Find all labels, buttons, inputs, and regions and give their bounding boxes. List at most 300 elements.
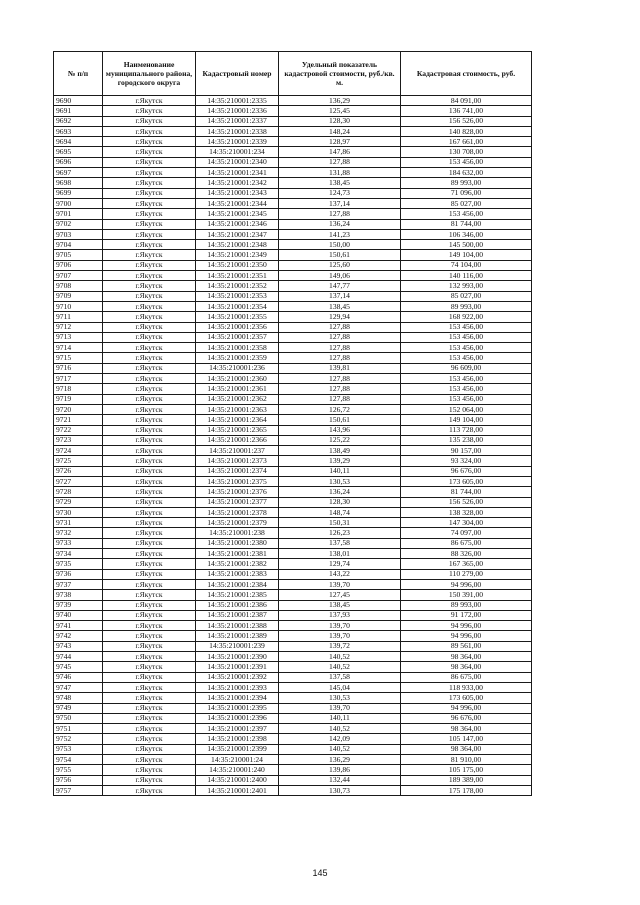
- table-row: [54, 672, 532, 682]
- cell-num: 9745: [54, 662, 103, 672]
- cell-cadastral-number: 14:35:210001:2377: [196, 497, 279, 507]
- cell-district: г.Якутск: [103, 219, 196, 229]
- cell-num: 9695: [54, 147, 103, 157]
- cell-num: 9733: [54, 538, 103, 548]
- cell-specific-value: 127,45: [279, 590, 401, 600]
- cell-cadastral-number: 14:35:210001:234: [196, 147, 279, 157]
- cell-cadastral-number: 14:35:210001:2356: [196, 322, 279, 332]
- cell-district: г.Якутск: [103, 538, 196, 548]
- cell-district: г.Якутск: [103, 734, 196, 744]
- cell-num: 9693: [54, 126, 103, 136]
- cell-cadastral-cost: 85 027,00: [401, 198, 532, 208]
- cell-district: г.Якутск: [103, 435, 196, 445]
- cell-cadastral-cost: 168 922,00: [401, 312, 532, 322]
- cell-specific-value: 150,00: [279, 240, 401, 250]
- cell-district: г.Якутск: [103, 168, 196, 178]
- cell-cadastral-number: 14:35:210001:2384: [196, 579, 279, 589]
- cell-cadastral-number: 14:35:210001:2337: [196, 116, 279, 126]
- cell-district: г.Якутск: [103, 785, 196, 795]
- cell-num: 9744: [54, 652, 103, 662]
- cell-specific-value: 136,29: [279, 755, 401, 765]
- cell-cadastral-number: 14:35:210001:2394: [196, 693, 279, 703]
- table-row: [54, 250, 532, 260]
- table-row: [54, 188, 532, 198]
- cell-cadastral-cost: 98 364,00: [401, 652, 532, 662]
- cell-specific-value: 145,04: [279, 682, 401, 692]
- cell-cadastral-cost: 110 279,00: [401, 569, 532, 579]
- cell-district: г.Якутск: [103, 559, 196, 569]
- cell-cadastral-cost: 173 605,00: [401, 476, 532, 486]
- cell-cadastral-cost: 173 605,00: [401, 693, 532, 703]
- cell-specific-value: 139,29: [279, 456, 401, 466]
- cell-specific-value: 136,29: [279, 96, 401, 106]
- header-cadastral-cost: Кадастровая стоимость, руб.: [401, 52, 532, 96]
- cell-cadastral-number: 14:35:210001:2375: [196, 476, 279, 486]
- cell-district: г.Якутск: [103, 198, 196, 208]
- cell-cadastral-number: 14:35:210001:2383: [196, 569, 279, 579]
- cell-district: г.Якутск: [103, 188, 196, 198]
- cell-cadastral-number: 14:35:210001:2397: [196, 724, 279, 734]
- cell-num: 9750: [54, 713, 103, 723]
- cell-num: 9717: [54, 374, 103, 384]
- cell-cadastral-number: 14:35:210001:2386: [196, 600, 279, 610]
- cell-cadastral-cost: 89 993,00: [401, 178, 532, 188]
- cell-num: 9748: [54, 693, 103, 703]
- table-row: [54, 96, 532, 106]
- cell-cadastral-number: 14:35:210001:2378: [196, 507, 279, 517]
- header-district: Наименование муниципального района, городского округа: [103, 52, 196, 96]
- cell-district: г.Якутск: [103, 116, 196, 126]
- cell-cadastral-cost: 147 304,00: [401, 518, 532, 528]
- cell-cadastral-cost: 98 364,00: [401, 724, 532, 734]
- table-row: [54, 198, 532, 208]
- cell-num: 9725: [54, 456, 103, 466]
- cell-num: 9714: [54, 343, 103, 353]
- cell-district: г.Якутск: [103, 713, 196, 723]
- table-row: [54, 600, 532, 610]
- table-row: [54, 219, 532, 229]
- cell-cadastral-cost: 94 996,00: [401, 579, 532, 589]
- cell-cadastral-cost: 149 104,00: [401, 415, 532, 425]
- cell-district: г.Якутск: [103, 271, 196, 281]
- cell-num: 9716: [54, 363, 103, 373]
- cell-cadastral-number: 14:35:210001:2398: [196, 734, 279, 744]
- cell-cadastral-cost: 89 561,00: [401, 641, 532, 651]
- cell-district: г.Якутск: [103, 394, 196, 404]
- cell-cadastral-cost: 86 675,00: [401, 538, 532, 548]
- cell-specific-value: 142,09: [279, 734, 401, 744]
- cell-district: г.Якутск: [103, 549, 196, 559]
- table-row: [54, 332, 532, 342]
- table-row: [54, 137, 532, 147]
- cell-district: г.Якутск: [103, 466, 196, 476]
- cell-district: г.Якутск: [103, 652, 196, 662]
- table-row: [54, 579, 532, 589]
- cell-cadastral-cost: 84 091,00: [401, 96, 532, 106]
- cell-cadastral-cost: 189 389,00: [401, 775, 532, 785]
- table-row: [54, 507, 532, 517]
- cell-district: г.Якутск: [103, 137, 196, 147]
- cell-specific-value: 148,74: [279, 507, 401, 517]
- page-number: 145: [312, 868, 328, 878]
- cell-num: 9699: [54, 188, 103, 198]
- table-row: [54, 652, 532, 662]
- cell-cadastral-number: 14:35:210001:2400: [196, 775, 279, 785]
- cell-specific-value: 129,74: [279, 559, 401, 569]
- cell-district: г.Якутск: [103, 312, 196, 322]
- cell-num: 9755: [54, 765, 103, 775]
- table-row: [54, 168, 532, 178]
- cell-cadastral-cost: 106 346,00: [401, 229, 532, 239]
- cell-district: г.Якутск: [103, 497, 196, 507]
- cell-num: 9694: [54, 137, 103, 147]
- table-row: [54, 549, 532, 559]
- cell-num: 9692: [54, 116, 103, 126]
- cell-cadastral-cost: 89 993,00: [401, 600, 532, 610]
- cell-cadastral-number: 14:35:210001:2366: [196, 435, 279, 445]
- cell-district: г.Якутск: [103, 147, 196, 157]
- cell-cadastral-cost: 81 744,00: [401, 487, 532, 497]
- cell-cadastral-cost: 156 526,00: [401, 116, 532, 126]
- cell-district: г.Якутск: [103, 476, 196, 486]
- table-row: [54, 281, 532, 291]
- cell-num: 9713: [54, 332, 103, 342]
- cell-cadastral-number: 14:35:210001:237: [196, 446, 279, 456]
- cell-district: г.Якутск: [103, 775, 196, 785]
- cell-district: г.Якутск: [103, 322, 196, 332]
- cell-specific-value: 137,93: [279, 610, 401, 620]
- cell-district: г.Якутск: [103, 755, 196, 765]
- cell-cadastral-cost: 105 175,00: [401, 765, 532, 775]
- cell-cadastral-number: 14:35:210001:2348: [196, 240, 279, 250]
- cell-specific-value: 132,44: [279, 775, 401, 785]
- cell-cadastral-cost: 74 104,00: [401, 260, 532, 270]
- cell-cadastral-number: 14:35:210001:2338: [196, 126, 279, 136]
- cell-cadastral-number: 14:35:210001:2393: [196, 682, 279, 692]
- table-row: [54, 631, 532, 641]
- cell-num: 9701: [54, 209, 103, 219]
- cell-cadastral-cost: 152 064,00: [401, 404, 532, 414]
- cell-num: 9731: [54, 518, 103, 528]
- table-row: [54, 693, 532, 703]
- cell-specific-value: 126,23: [279, 528, 401, 538]
- cell-district: г.Якутск: [103, 600, 196, 610]
- cell-cadastral-cost: 71 096,00: [401, 188, 532, 198]
- cell-num: 9705: [54, 250, 103, 260]
- cell-cadastral-cost: 98 364,00: [401, 662, 532, 672]
- cell-num: 9738: [54, 590, 103, 600]
- cell-cadastral-cost: 130 708,00: [401, 147, 532, 157]
- cell-district: г.Якутск: [103, 579, 196, 589]
- cell-num: 9754: [54, 755, 103, 765]
- cell-specific-value: 130,53: [279, 693, 401, 703]
- cell-cadastral-cost: 184 632,00: [401, 168, 532, 178]
- cell-specific-value: 138,45: [279, 600, 401, 610]
- cell-specific-value: 136,24: [279, 487, 401, 497]
- cell-district: г.Якутск: [103, 332, 196, 342]
- cell-district: г.Якутск: [103, 96, 196, 106]
- cell-specific-value: 127,88: [279, 394, 401, 404]
- cell-cadastral-cost: 113 728,00: [401, 425, 532, 435]
- table-row: [54, 466, 532, 476]
- cell-cadastral-cost: 81 910,00: [401, 755, 532, 765]
- cell-cadastral-number: 14:35:210001:2340: [196, 157, 279, 167]
- cell-specific-value: 148,24: [279, 126, 401, 136]
- cell-specific-value: 125,22: [279, 435, 401, 445]
- cell-cadastral-number: 14:35:210001:2353: [196, 291, 279, 301]
- cell-district: г.Якутск: [103, 590, 196, 600]
- cell-cadastral-cost: 88 326,00: [401, 549, 532, 559]
- cell-cadastral-cost: 86 675,00: [401, 672, 532, 682]
- cell-num: 9719: [54, 394, 103, 404]
- table-row: [54, 590, 532, 600]
- cell-district: г.Якутск: [103, 384, 196, 394]
- cell-num: 9732: [54, 528, 103, 538]
- table-row: [54, 744, 532, 754]
- cell-num: 9702: [54, 219, 103, 229]
- table-row: [54, 569, 532, 579]
- cell-cadastral-number: 14:35:210001:2351: [196, 271, 279, 281]
- cell-num: 9737: [54, 579, 103, 589]
- cell-district: г.Якутск: [103, 765, 196, 775]
- cell-cadastral-number: 14:35:210001:2381: [196, 549, 279, 559]
- cell-district: г.Якутск: [103, 240, 196, 250]
- table-row: [54, 260, 532, 270]
- cell-specific-value: 139,81: [279, 363, 401, 373]
- cell-cadastral-cost: 81 744,00: [401, 219, 532, 229]
- cell-specific-value: 137,14: [279, 198, 401, 208]
- cell-cadastral-cost: 74 097,00: [401, 528, 532, 538]
- cell-cadastral-number: 14:35:210001:2350: [196, 260, 279, 270]
- cell-cadastral-number: 14:35:210001:2376: [196, 487, 279, 497]
- header-num: № п/п: [54, 52, 103, 96]
- cell-num: 9722: [54, 425, 103, 435]
- cell-cadastral-cost: 91 172,00: [401, 610, 532, 620]
- cell-cadastral-cost: 153 456,00: [401, 332, 532, 342]
- cell-cadastral-number: 14:35:210001:2363: [196, 404, 279, 414]
- cell-cadastral-cost: 140 828,00: [401, 126, 532, 136]
- cell-cadastral-cost: 153 456,00: [401, 374, 532, 384]
- cell-num: 9752: [54, 734, 103, 744]
- cell-district: г.Якутск: [103, 569, 196, 579]
- cell-district: г.Якутск: [103, 106, 196, 116]
- cell-cadastral-number: 14:35:210001:2379: [196, 518, 279, 528]
- cell-specific-value: 150,31: [279, 518, 401, 528]
- cell-cadastral-number: 14:35:210001:2399: [196, 744, 279, 754]
- cell-cadastral-cost: 153 456,00: [401, 157, 532, 167]
- cell-cadastral-number: 14:35:210001:2391: [196, 662, 279, 672]
- cell-specific-value: 127,88: [279, 157, 401, 167]
- cell-specific-value: 150,61: [279, 250, 401, 260]
- cell-district: г.Якутск: [103, 363, 196, 373]
- table-row: [54, 487, 532, 497]
- cell-num: 9751: [54, 724, 103, 734]
- table-row: [54, 126, 532, 136]
- table-body: [54, 96, 532, 796]
- table-row: [54, 538, 532, 548]
- cell-district: г.Якутск: [103, 250, 196, 260]
- cell-district: г.Якутск: [103, 291, 196, 301]
- table-row: [54, 682, 532, 692]
- cell-specific-value: 140,52: [279, 662, 401, 672]
- cell-num: 9711: [54, 312, 103, 322]
- table-row: [54, 497, 532, 507]
- table-row: [54, 446, 532, 456]
- cell-cadastral-number: 14:35:210001:2354: [196, 301, 279, 311]
- cell-specific-value: 137,58: [279, 538, 401, 548]
- cell-num: 9729: [54, 497, 103, 507]
- cell-cadastral-cost: 138 328,00: [401, 507, 532, 517]
- cell-district: г.Якутск: [103, 374, 196, 384]
- cell-num: 9735: [54, 559, 103, 569]
- cell-specific-value: 147,86: [279, 147, 401, 157]
- cell-district: г.Якутск: [103, 487, 196, 497]
- cell-num: 9697: [54, 168, 103, 178]
- table-row: [54, 785, 532, 795]
- cell-specific-value: 138,45: [279, 301, 401, 311]
- cell-cadastral-cost: 150 391,00: [401, 590, 532, 600]
- cell-specific-value: 138,49: [279, 446, 401, 456]
- table-row: [54, 435, 532, 445]
- cell-specific-value: 126,72: [279, 404, 401, 414]
- table-header: [54, 52, 532, 96]
- table-row: [54, 301, 532, 311]
- cell-district: г.Якутск: [103, 682, 196, 692]
- cell-district: г.Якутск: [103, 744, 196, 754]
- table-row: [54, 559, 532, 569]
- cell-num: 9723: [54, 435, 103, 445]
- cell-cadastral-number: 14:35:210001:2335: [196, 96, 279, 106]
- table-row: [54, 229, 532, 239]
- cell-num: 9746: [54, 672, 103, 682]
- cell-cadastral-number: 14:35:210001:2401: [196, 785, 279, 795]
- cell-specific-value: 125,60: [279, 260, 401, 270]
- cell-cadastral-cost: 167 365,00: [401, 559, 532, 569]
- cell-num: 9756: [54, 775, 103, 785]
- table-row: [54, 363, 532, 373]
- cell-specific-value: 138,45: [279, 178, 401, 188]
- cell-specific-value: 149,06: [279, 271, 401, 281]
- table-row: [54, 610, 532, 620]
- cell-district: г.Якутск: [103, 528, 196, 538]
- cell-cadastral-cost: 153 456,00: [401, 353, 532, 363]
- cell-cadastral-number: 14:35:210001:2359: [196, 353, 279, 363]
- cell-num: 9734: [54, 549, 103, 559]
- header-specific-value: Удельный показатель кадастровой стоимости, руб./кв. м.: [279, 52, 401, 96]
- cell-num: 9700: [54, 198, 103, 208]
- table-row: [54, 322, 532, 332]
- cell-num: 9720: [54, 404, 103, 414]
- cell-cadastral-cost: 90 157,00: [401, 446, 532, 456]
- cell-district: г.Якутск: [103, 229, 196, 239]
- table-row: [54, 662, 532, 672]
- cell-district: г.Якутск: [103, 446, 196, 456]
- table-row: [54, 775, 532, 785]
- cell-cadastral-cost: 145 500,00: [401, 240, 532, 250]
- cell-specific-value: 139,86: [279, 765, 401, 775]
- cell-cadastral-number: 14:35:210001:2389: [196, 631, 279, 641]
- cell-cadastral-number: 14:35:210001:238: [196, 528, 279, 538]
- cell-num: 9739: [54, 600, 103, 610]
- cell-cadastral-number: 14:35:210001:2358: [196, 343, 279, 353]
- cell-specific-value: 127,88: [279, 322, 401, 332]
- cell-district: г.Якутск: [103, 610, 196, 620]
- cell-specific-value: 127,88: [279, 332, 401, 342]
- cell-specific-value: 127,88: [279, 353, 401, 363]
- cell-cadastral-number: 14:35:210001:2373: [196, 456, 279, 466]
- cell-num: 9690: [54, 96, 103, 106]
- cell-num: 9743: [54, 641, 103, 651]
- cell-specific-value: 137,14: [279, 291, 401, 301]
- cell-specific-value: 125,45: [279, 106, 401, 116]
- cell-num: 9753: [54, 744, 103, 754]
- cell-num: 9709: [54, 291, 103, 301]
- cell-cadastral-number: 14:35:210001:2345: [196, 209, 279, 219]
- cell-specific-value: 129,94: [279, 312, 401, 322]
- cell-cadastral-cost: 167 661,00: [401, 137, 532, 147]
- cell-district: г.Якутск: [103, 693, 196, 703]
- cell-specific-value: 130,73: [279, 785, 401, 795]
- cell-specific-value: 143,22: [279, 569, 401, 579]
- cell-district: г.Якутск: [103, 178, 196, 188]
- cell-specific-value: 140,52: [279, 652, 401, 662]
- cell-specific-value: 136,24: [279, 219, 401, 229]
- cell-district: г.Якутск: [103, 621, 196, 631]
- cell-cadastral-number: 14:35:210001:2364: [196, 415, 279, 425]
- cell-cadastral-number: 14:35:210001:2362: [196, 394, 279, 404]
- cell-cadastral-cost: 105 147,00: [401, 734, 532, 744]
- cell-num: 9742: [54, 631, 103, 641]
- table-row: [54, 518, 532, 528]
- cell-cadastral-number: 14:35:210001:2355: [196, 312, 279, 322]
- cell-specific-value: 127,88: [279, 374, 401, 384]
- table-row: [54, 157, 532, 167]
- cell-specific-value: 138,01: [279, 549, 401, 559]
- table-row: [54, 621, 532, 631]
- table-row: [54, 394, 532, 404]
- table-row: [54, 755, 532, 765]
- cell-cadastral-cost: 153 456,00: [401, 322, 532, 332]
- table-row: [54, 240, 532, 250]
- table-row: [54, 291, 532, 301]
- cell-num: 9715: [54, 353, 103, 363]
- cell-district: г.Якутск: [103, 631, 196, 641]
- cell-cadastral-cost: 94 996,00: [401, 703, 532, 713]
- cell-district: г.Якутск: [103, 507, 196, 517]
- table-row: [54, 765, 532, 775]
- cell-specific-value: 139,70: [279, 579, 401, 589]
- cell-cadastral-number: 14:35:210001:2360: [196, 374, 279, 384]
- cell-specific-value: 139,72: [279, 641, 401, 651]
- cell-cadastral-number: 14:35:210001:2396: [196, 713, 279, 723]
- cell-district: г.Якутск: [103, 353, 196, 363]
- table-row: [54, 415, 532, 425]
- cell-district: г.Якутск: [103, 260, 196, 270]
- table-row: [54, 106, 532, 116]
- table-row: [54, 343, 532, 353]
- cell-specific-value: 128,30: [279, 116, 401, 126]
- table-row: [54, 147, 532, 157]
- cell-specific-value: 124,73: [279, 188, 401, 198]
- cell-num: 9691: [54, 106, 103, 116]
- cell-cadastral-number: 14:35:210001:239: [196, 641, 279, 651]
- cell-cadastral-number: 14:35:210001:2392: [196, 672, 279, 682]
- cell-cadastral-number: 14:35:210001:2361: [196, 384, 279, 394]
- cell-cadastral-number: 14:35:210001:2343: [196, 188, 279, 198]
- cell-cadastral-cost: 140 116,00: [401, 271, 532, 281]
- cell-district: г.Якутск: [103, 404, 196, 414]
- cell-district: г.Якутск: [103, 641, 196, 651]
